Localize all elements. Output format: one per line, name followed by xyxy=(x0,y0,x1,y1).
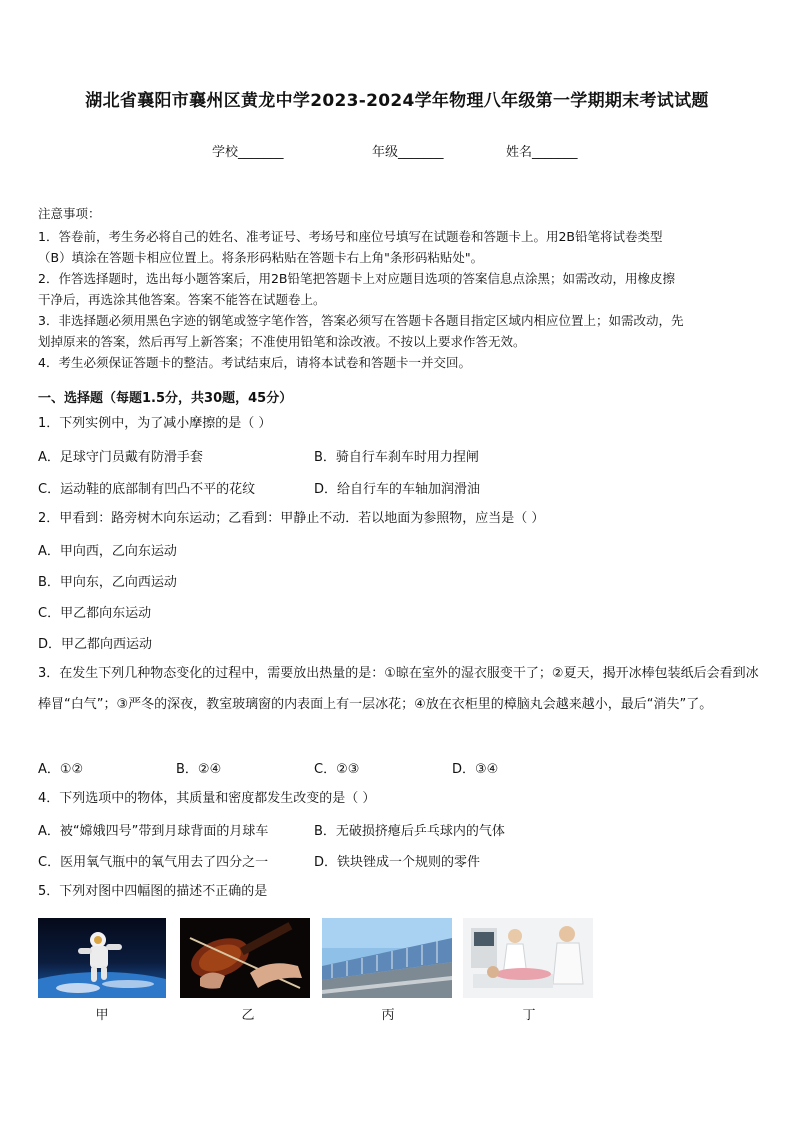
page-title: 湖北省襄阳市襄州区黄龙中学2023-2024学年物理八年级第一学期期末考试试题 xyxy=(85,91,709,111)
notes-line: （B）填涂在答题卡相应位置上。将条形码粘贴在答题卡右上角"条形码粘贴处"。 xyxy=(38,250,484,265)
q1-option-b: B．骑自行车刹车时用力捏闸 xyxy=(314,450,479,465)
notes-line: 划掉原来的答案，然后再写上新答案；不准使用铅笔和涂改液。不按以上要求作答无效。 xyxy=(38,334,526,349)
notes-line: 2．作答选择题时，选出每小题答案后，用2B铅笔把答题卡上对应题目选项的答案信息点涂黑；如需改动，用橡皮擦 xyxy=(38,271,675,286)
q4-option-d: D．铁块锉成一个规则的零件 xyxy=(314,855,481,870)
q3-option-d: D．③④ xyxy=(452,762,499,777)
figure-caption: 丁 xyxy=(522,1008,536,1023)
figure-ultrasound-exam xyxy=(463,918,593,998)
question-5-stem: 5．下列对图中四幅图的描述不正确的是 xyxy=(38,884,268,899)
question-5-figures xyxy=(38,918,598,1028)
q1-option-d: D．给自行车的车轴加润滑油 xyxy=(314,482,481,497)
question-4-stem: 4．下列选项中的物体，其质量和密度都发生改变的是（ ） xyxy=(38,791,376,806)
exam-notes xyxy=(38,203,760,373)
q2-option-a: A．甲向西，乙向东运动 xyxy=(38,544,177,559)
q2-option-b: B．甲向东，乙向西运动 xyxy=(38,575,177,590)
q3-option-a: A．①② xyxy=(38,762,84,777)
q2-option-c: C．甲乙都向东运动 xyxy=(38,606,152,621)
figure-sound-barrier xyxy=(322,918,452,998)
notes-line: 4．考生必须保证答题卡的整洁。考试结束后，请将本试卷和答题卡一并交回。 xyxy=(38,355,471,370)
figure-caption: 丙 xyxy=(381,1008,395,1023)
notes-line: 3．非选择题必须用黑色字迹的钢笔或签字笔作答，答案必须写在答题卡各题目指定区域内相应位置上；如需改动，先 xyxy=(38,313,684,328)
figure-caption: 乙 xyxy=(241,1008,255,1023)
q4-option-b: B．无破损挤瘪后乒乓球内的气体 xyxy=(314,824,505,839)
question-1-stem: 1．下列实例中，为了减小摩擦的是（ ） xyxy=(38,416,272,431)
question-3-stem: 3．在发生下列几种物态变化的过程中，需要放出热量的是：①晾在室外的湿衣服变干了；②夏天，揭开冰棒包装纸后会看到冰棒冒“白气”；③严冬的深夜，教室玻璃窗的内表面上有一层冰花；④放在衣柜里的樟脑丸会越来越小，最后“消失”了。 xyxy=(38,666,759,712)
name-field: 姓名_______ xyxy=(506,145,578,160)
notes-line: 1．答卷前，考生务必将自己的姓名、准考证号、考场号和座位号填写在试题卷和答题卡上。用2B铅笔将试卷类型 xyxy=(38,229,663,244)
question-2-stem: 2．甲看到：路旁树木向东运动；乙看到：甲静止不动．若以地面为参照物，应当是（ ） xyxy=(38,511,545,526)
school-field: 学校_______ xyxy=(212,145,284,160)
q2-option-d: D．甲乙都向西运动 xyxy=(38,637,153,652)
notes-heading: 注意事项： xyxy=(38,206,101,221)
section-heading: 一、选择题（每题1.5分，共30题，45分） xyxy=(38,391,293,406)
q4-option-a: A．被“嫦娥四号”带到月球背面的月球车 xyxy=(38,824,269,839)
q3-option-b: B．②④ xyxy=(176,762,222,777)
q3-option-c: C．②③ xyxy=(314,762,360,777)
q1-option-c: C．运动鞋的底部制有凹凸不平的花纹 xyxy=(38,482,256,497)
q1-option-a: A．足球守门员戴有防滑手套 xyxy=(38,450,203,465)
grade-field: 年级_______ xyxy=(372,145,444,160)
figure-violin xyxy=(180,918,310,998)
figure-caption: 甲 xyxy=(95,1008,109,1023)
figure-astronaut xyxy=(38,918,166,998)
notes-line: 干净后，再选涂其他答案。答案不能答在试题卷上。 xyxy=(38,292,326,307)
q4-option-c: C．医用氧气瓶中的氧气用去了四分之一 xyxy=(38,855,269,870)
